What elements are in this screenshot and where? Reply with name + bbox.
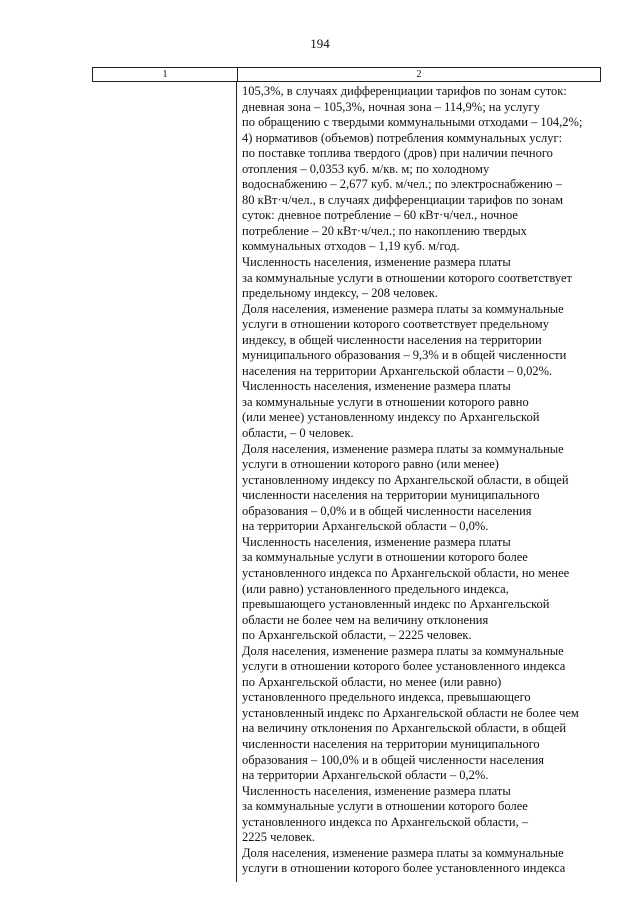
text-line: на территории Архангельской области – 0,2%. <box>242 768 489 783</box>
text-line: Доля населения, изменение размера платы за коммунальные <box>242 441 564 456</box>
text-line: потребление – 20 кВт·ч/чел.; по накоплению твердых <box>242 223 527 238</box>
text-line: за коммунальные услуги в отношении которого соответствует <box>242 270 572 285</box>
text-line: 4) нормативов (объемов) потребления коммунальных услуг: <box>242 130 563 145</box>
text-line: 2225 человек. <box>242 830 316 845</box>
text-line: образования – 0,0% и в общей численности населения <box>242 503 532 518</box>
text-line: Доля населения, изменение размера платы за коммунальные <box>242 643 564 658</box>
text-line: муниципального образования – 9,3% и в общей численности <box>242 348 567 363</box>
table-header <box>92 67 601 82</box>
text-line: установленному индексу по Архангельской области, в общей <box>242 472 569 487</box>
text-line: Численность населения, изменение размера платы <box>242 783 511 798</box>
text-line: установленный индекс по Архангельской области не более чем <box>242 705 579 720</box>
text-line: Доля населения, изменение размера платы за коммунальные <box>242 845 564 860</box>
column-header-1: 1 <box>93 68 238 81</box>
text-line: суток: дневное потребление – 60 кВт·ч/чел., ночное <box>242 208 518 223</box>
text-line: (или менее) установленному индексу по Архангельской <box>242 410 540 425</box>
text-line: Численность населения, изменение размера платы <box>242 255 511 270</box>
text-line: области не более чем на величину отклонения <box>242 612 489 627</box>
text-line: 105,3%, в случаях дифференциации тарифов по зонам суток: <box>242 84 567 98</box>
text-line: дневная зона – 105,3%, ночная зона – 114,9%; на услугу <box>242 99 540 114</box>
text-line: за коммунальные услуги в отношении которого равно <box>242 394 529 409</box>
text-line: 80 кВт·ч/чел., в случаях дифференциации тарифов по зонам <box>242 192 564 207</box>
text-line: Доля населения, изменение размера платы за коммунальные <box>242 301 564 316</box>
text-line: за коммунальные услуги в отношении которого более <box>242 550 528 565</box>
text-line: превышающего установленный индекс по Архангельской <box>242 597 550 612</box>
text-line: услуги в отношении которого соответствует предельному <box>242 317 549 332</box>
text-line: населения на территории Архангельской области – 0,02%. <box>242 363 553 378</box>
page-number: 194 <box>310 36 330 51</box>
column-header-2: 2 <box>416 69 422 80</box>
document-body <box>242 84 604 877</box>
text-line: численности населения на территории муниципального <box>242 736 540 751</box>
text-line: на величину отклонения по Архангельской области, в общей <box>242 721 567 736</box>
text-line: установленного предельного индекса, превышающего <box>242 690 531 705</box>
text-line: Численность населения, изменение размера платы <box>242 534 511 549</box>
text-line: образования – 100,0% и в общей численности населения <box>242 752 545 767</box>
text-line: за коммунальные услуги в отношении которого более <box>242 799 528 814</box>
text-line: (или равно) установленного предельного индекса, <box>242 581 509 596</box>
text-line: предельному индексу, – 208 человек. <box>242 286 438 301</box>
text-line: по Архангельской области, – 2225 человек. <box>242 628 472 643</box>
text-line: по Архангельской области, но менее (или равно) <box>242 674 502 689</box>
text-line: установленного индекса по Архангельской области, но менее <box>242 565 570 580</box>
text-line: на территории Архангельской области – 0,0%. <box>242 519 489 534</box>
text-line: по поставке топлива твердого (дров) при наличии печного <box>242 146 553 161</box>
text-line: коммунальных отходов – 1,19 куб. м/год. <box>242 239 460 254</box>
text-line: по обращению с твердыми коммунальными отходами – 104,2%; <box>242 115 583 130</box>
text-line: услуги в отношении которого более установленного индекса <box>242 659 566 674</box>
text-line: услуги в отношении которого равно (или менее) <box>242 457 499 472</box>
text-line: индексу, в общей численности населения на территории <box>242 332 542 347</box>
text-line: установленного индекса по Архангельской области, – <box>242 814 529 829</box>
text-line: водоснабжению – 2,677 куб. м/чел.; по электроснабжению – <box>242 177 562 192</box>
text-line: Численность населения, изменение размера платы <box>242 379 511 394</box>
column-divider <box>236 82 237 882</box>
text-line: отопления – 0,0353 куб. м/кв. м; по холодному <box>242 161 490 176</box>
text-line: услуги в отношении которого более установленного индекса <box>242 861 566 876</box>
text-line: численности населения на территории муниципального <box>242 488 540 503</box>
text-line: области, – 0 человек. <box>242 426 354 441</box>
